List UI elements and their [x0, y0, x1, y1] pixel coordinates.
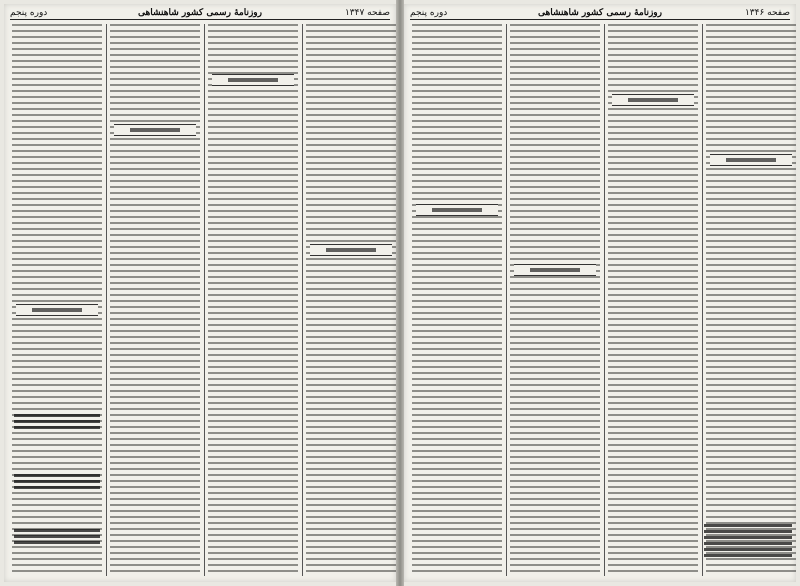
right-column-4: [706, 24, 796, 576]
section-heading: [416, 204, 498, 216]
right-column-rule: [506, 24, 507, 576]
bold-text-block: [704, 524, 792, 560]
section-heading: [16, 304, 98, 316]
left-column-rule: [106, 24, 107, 576]
left-page-header: [10, 7, 390, 20]
left-column-rule: [302, 24, 303, 576]
page-gutter: [396, 0, 404, 586]
section-heading: [514, 264, 596, 276]
left-column-1: [12, 24, 102, 576]
left-page-title: روزنامهٔ رسمی کشور شاهنشاهی: [138, 8, 262, 18]
bold-text-block: [14, 414, 100, 432]
section-heading: [114, 124, 196, 136]
right-page-header: [410, 7, 790, 20]
right-page-title: روزنامهٔ رسمی کشور شاهنشاهی: [538, 8, 662, 18]
bold-text-block: [14, 529, 100, 547]
bold-text-block: [14, 474, 100, 492]
section-heading: [310, 244, 392, 256]
right-column-rule: [604, 24, 605, 576]
left-page: [4, 4, 396, 582]
section-heading: [212, 74, 294, 86]
right-page: [404, 4, 796, 582]
right-page-number: صفحه ۱۳۴۶: [744, 8, 790, 18]
right-page-period: دوره پنجم: [410, 8, 448, 18]
right-column-3: [608, 24, 698, 576]
section-heading: [710, 154, 792, 166]
left-page-period: دوره پنجم: [10, 8, 48, 18]
left-column-rule: [204, 24, 205, 576]
section-heading: [612, 94, 694, 106]
left-column-4: [306, 24, 396, 576]
right-column-rule: [702, 24, 703, 576]
left-column-3: [208, 24, 298, 576]
right-column-1: [412, 24, 502, 576]
left-page-number: صفحه ۱۳۴۷: [344, 8, 390, 18]
right-column-2: [510, 24, 600, 576]
left-column-2: [110, 24, 200, 576]
